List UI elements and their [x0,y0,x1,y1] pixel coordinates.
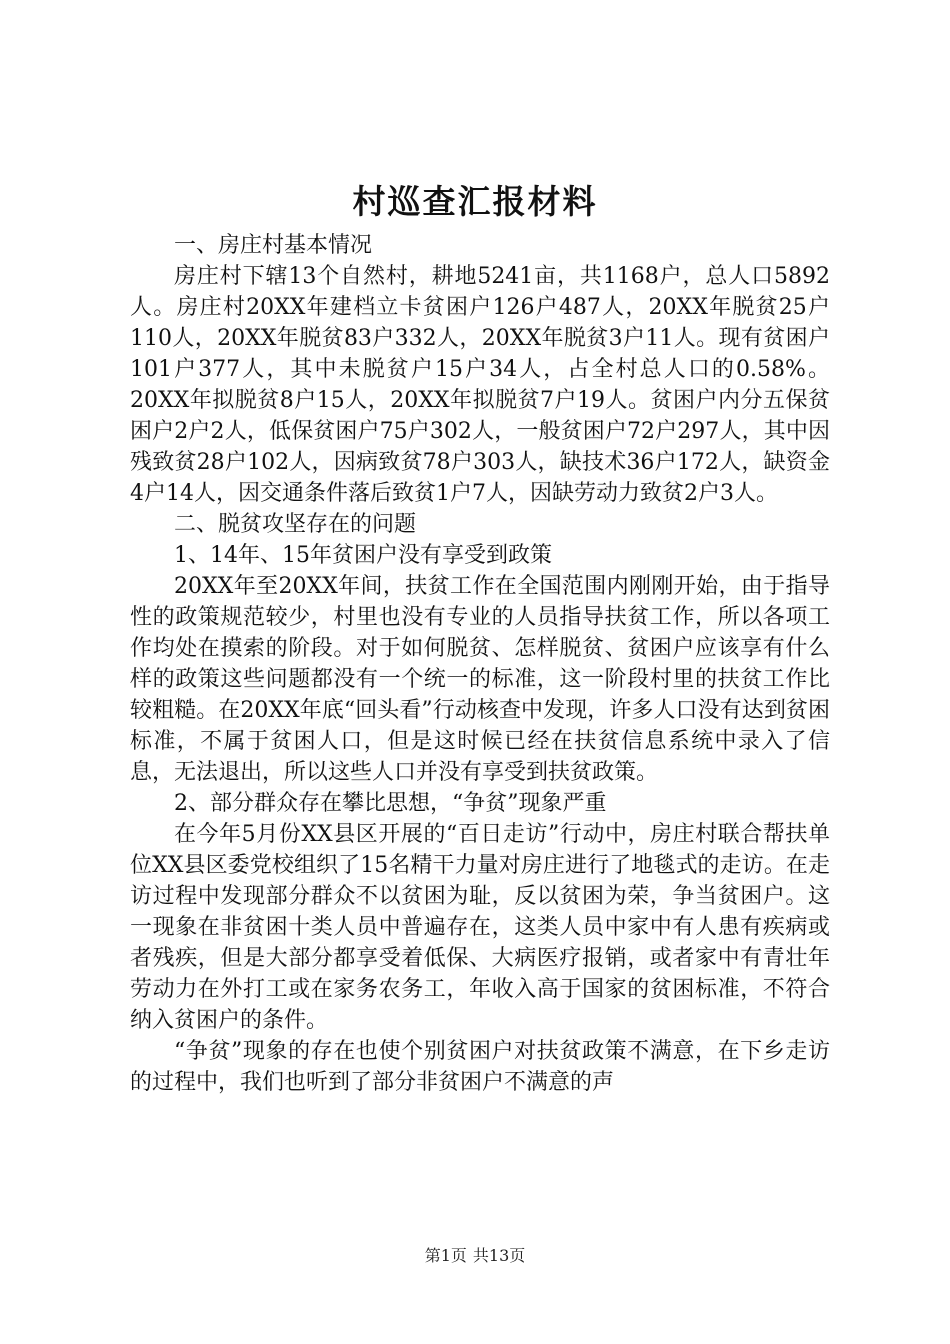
subheading-1: 1、14年、15年贫困户没有享受到政策 [174,543,552,568]
paragraph-dissatisfaction: “争贫”现象的存在也使个别贫困户对扶贫政策不满意，在下乡走访的过程中，我们也听到了部分非贫困户不满意的声 [130,1039,830,1095]
page-number: 第1页 [424,1246,467,1265]
page-total: 共13页 [472,1246,526,1265]
paragraph-visit: 在今年5月份XX县区开展的“百日走访”行动中，房庄村联合帮扶单位XX县区委党校组织了15名精干力量对房庄进行了地毯式的走访。在走访过程中发现部分群众不以贫困为耻，反以贫困为荣，争当贫困户。这一现象在非贫困十类人员中普遍存在，这类人员中家中有人患有疾病或者残疾，但是大部分都享受着低保、大病医疗报销，或者家中有青壮年劳动力在外打工或在家务农务工，年收入高于国家的贫困标准，不符合纳入贫困户的条件。 [130,822,830,1033]
paragraph-policy: 20XX年至20XX年间，扶贫工作在全国范围内刚刚开始，由于指导性的政策规范较少，村里也没有专业的人员指导扶贫工作，所以各项工作均处在摸索的阶段。对于如何脱贫、怎样脱贫、贫困户应该享有什么样的政策这些问题都没有一个统一的标准，这一阶段村里的扶贫工作比较粗糙。在20XX年底“回头看”行动核查中发现，许多人口没有达到贫困标准，不属于贫困人口，但是这时候已经在扶贫信息系统中录入了信息，无法退出，所以这些人口并没有享受到扶贫政策。 [130,574,830,785]
document-body [130,230,830,1098]
paragraph-basic-info: 房庄村下辖13个自然村，耕地5241亩，共1168户，总人口5892人。房庄村20XX年建档立卡贫困户126户487人，20XX年脱贫25户110人，20XX年脱贫83户332人，20XX年脱贫3户11人。现有贫困户101户377人，其中未脱贫户15户34人，占全村总人口的0.58%。20XX年拟脱贫8户15人，20XX年拟脱贫7户19人。贫困户内分五保贫困户2户2人，低保贫困户75户302人，一般贫困户72户297人，其中因残致贫28户102人，因病致贫78户303人，缺技术36户172人，缺资金4户14人，因交通条件落后致贫1户7人，因缺劳动力致贫2户3人。 [130,264,830,506]
section-heading-2: 二、脱贫攻坚存在的问题 [174,512,417,537]
section-heading-1: 一、房庄村基本情况 [174,233,373,258]
subheading-2: 2、部分群众存在攀比思想，“争贫”现象严重 [174,791,607,816]
page-footer [0,1246,950,1266]
document-title: 村巡查汇报材料 [352,182,598,221]
